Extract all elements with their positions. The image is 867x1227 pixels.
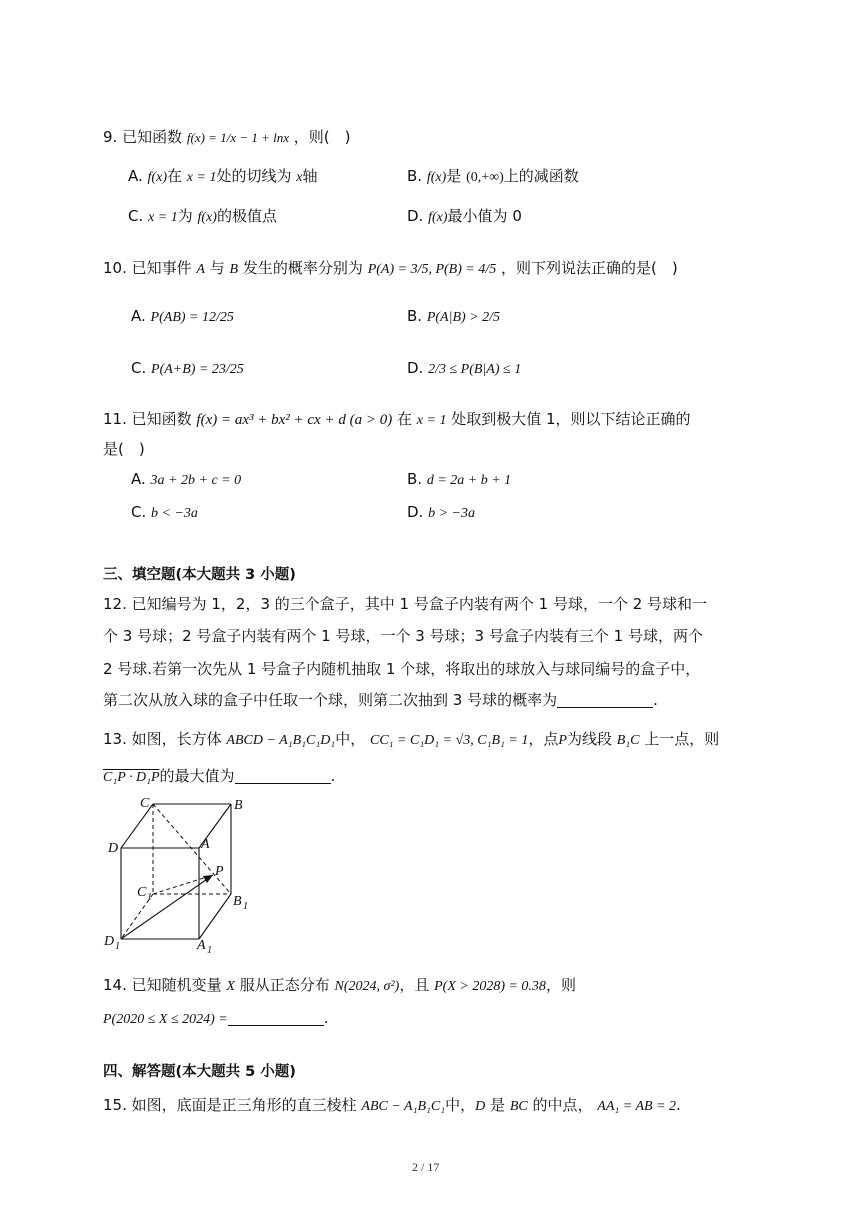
option-label: A. xyxy=(131,307,146,325)
text: 为 xyxy=(177,207,193,225)
option-label: B. xyxy=(407,470,423,488)
label-d1: D xyxy=(104,934,115,949)
math: f(x) xyxy=(428,210,448,225)
math: f(x) xyxy=(197,210,217,225)
math: P(AB) = 12/25 xyxy=(150,310,234,325)
text: 中， xyxy=(335,730,366,748)
text: 在 xyxy=(166,167,182,185)
math: ABCD − A₁B₁C₁D₁ xyxy=(226,733,336,748)
q10-option-a xyxy=(131,306,234,328)
math: P(A+B) = 23/25 xyxy=(151,362,244,377)
answer-blank[interactable] xyxy=(235,767,331,784)
label-b1-sub: 1 xyxy=(243,901,248,912)
label-a: A xyxy=(201,837,210,852)
segment-c1p xyxy=(153,875,213,894)
option-label: D. xyxy=(407,503,424,521)
text: 处的切线为 xyxy=(216,167,292,185)
q12-line-2: 个 3 号球；2 号盒子内装有两个 1 号球，一个 3 号球；3 号盒子内装有三个 1 号球，两个 xyxy=(103,627,703,645)
q11-option-d xyxy=(407,502,475,524)
math: B₁C xyxy=(616,733,640,748)
q13-stem-line2 xyxy=(103,766,335,788)
math: P(A|B) > 2/5 xyxy=(426,310,501,325)
text: 的极值点 xyxy=(216,207,277,225)
text: 最小值为 0 xyxy=(447,207,522,225)
page-number: 2 / 17 xyxy=(412,1160,440,1174)
text: 11. 已知函数 xyxy=(103,410,192,428)
math: ABC − A₁B₁C₁ xyxy=(361,1099,446,1114)
math: P xyxy=(558,733,567,748)
text: 发生的概率分别为 xyxy=(242,259,363,277)
text: ，且 xyxy=(399,976,430,994)
answer-blank[interactable] xyxy=(557,691,653,708)
text: 是 xyxy=(490,1096,506,1114)
label-b1: B xyxy=(233,894,242,909)
text: 中， xyxy=(445,1096,476,1114)
text: 在 xyxy=(396,410,412,428)
math: x = 1 xyxy=(186,170,217,185)
math: CC₁ = C₁D₁ = √3, C₁B₁ = 1 xyxy=(369,733,529,748)
text: 服从正态分布 xyxy=(239,976,330,994)
text: 第二次从放入球的盒子中任取一个球，则第二次抽到 3 号球的概率为 xyxy=(103,691,558,709)
text: ，点 xyxy=(528,730,559,748)
text: . xyxy=(330,767,336,785)
math: 2/3 ≤ P(B|A) ≤ 1 xyxy=(428,362,522,377)
math: x = 1 xyxy=(416,413,447,428)
text: 为线段 xyxy=(566,730,612,748)
math: B xyxy=(229,262,239,277)
text: 13. 如图，长方体 xyxy=(103,730,222,748)
q9-function: f(x) = 1/x − 1 + lnx xyxy=(186,130,289,145)
text: 14. 已知随机变量 xyxy=(103,976,222,994)
math: b < −3a xyxy=(151,506,198,521)
option-label: D. xyxy=(407,359,424,377)
math: D xyxy=(475,1099,486,1114)
edge-a1b1 xyxy=(199,894,231,939)
text: 上一点，则 xyxy=(644,730,720,748)
text: ，则下列说法正确的是( ) xyxy=(501,259,678,277)
q14-stem xyxy=(103,975,576,997)
text: 是 xyxy=(446,167,462,185)
math: f(x) xyxy=(426,170,447,185)
math: X xyxy=(226,979,235,994)
text: . xyxy=(653,691,658,709)
label-a1-sub: 1 xyxy=(207,945,212,956)
option-label: B. xyxy=(407,167,423,185)
math: f(x) xyxy=(147,170,167,185)
label-p: P xyxy=(215,864,224,879)
cuboid-figure xyxy=(100,792,270,957)
text: 处取到极大值 1，则以下结论正确的 xyxy=(451,410,691,428)
label-c1-sub: 1 xyxy=(147,892,152,903)
label-c: C xyxy=(140,796,150,811)
option-label: C. xyxy=(131,503,147,521)
q12-line-4 xyxy=(103,690,658,710)
label-d1-sub: 1 xyxy=(115,941,120,952)
math: (0,+∞) xyxy=(466,170,504,185)
q12-line-3: 2 号球.若第一次先从 1 号盒子内随机抽取 1 个球，将取出的球放入与球同编号的盒子中， xyxy=(103,660,701,678)
q10-probabilities: P(A) = 3/5, P(B) = 4/5 xyxy=(367,262,497,277)
section-heading-solutions: 四、解答题(本大题共 5 小题) xyxy=(103,1064,296,1080)
q9-option-d xyxy=(407,206,522,228)
q14-stem-line2 xyxy=(103,1008,329,1030)
q9-stem xyxy=(103,127,351,148)
q12-line-1: 12. 已知编号为 1，2，3 的三个盒子，其中 1 号盒子内装有两个 1 号球，一个 2 号球和一 xyxy=(103,595,708,613)
q11-stem xyxy=(103,409,691,431)
q11-function: f(x) = ax³ + bx² + cx + d (a > 0) xyxy=(196,412,393,428)
option-label: A. xyxy=(131,470,146,488)
q9-option-c xyxy=(128,206,277,228)
q13-stem xyxy=(103,729,719,751)
q11-option-b xyxy=(407,469,511,491)
math: C₁P · D₁P xyxy=(103,770,160,785)
math: x = 1 xyxy=(148,210,178,225)
math: d = 2a + b + 1 xyxy=(426,473,512,488)
answer-blank[interactable] xyxy=(228,1009,324,1026)
option-label: D. xyxy=(407,207,424,225)
math: BC xyxy=(509,1099,528,1114)
text: . xyxy=(323,1009,329,1027)
text: 轴 xyxy=(302,167,318,185)
label-c1: C xyxy=(137,885,147,900)
label-a1: A xyxy=(197,938,206,953)
q11-option-a xyxy=(131,469,241,491)
section-heading-fill-in: 三、填空题(本大题共 3 小题) xyxy=(103,567,296,583)
label-d: D xyxy=(108,841,119,856)
q10-option-d xyxy=(407,358,521,380)
q10-option-c xyxy=(131,358,244,380)
q9-stem-text: 9. 已知函数 xyxy=(103,128,183,146)
math: A xyxy=(196,262,205,277)
text: ，则 xyxy=(545,976,576,994)
option-label: C. xyxy=(131,359,147,377)
math: b > −3a xyxy=(428,506,476,521)
math: 3a + 2b + c = 0 xyxy=(150,473,242,488)
text: 的最大值为 xyxy=(159,767,235,785)
math: x xyxy=(296,170,303,185)
segment-cb1 xyxy=(153,804,231,894)
text: 上的减函数 xyxy=(503,167,579,185)
math: AA₁ = AB = 2 xyxy=(597,1099,676,1114)
text: 10. 已知事件 xyxy=(103,259,192,277)
option-label: B. xyxy=(407,307,423,325)
text: . xyxy=(676,1096,681,1114)
math: P(X > 2028) = 0.38 xyxy=(434,979,546,994)
math: N(2024, σ²) xyxy=(334,979,400,994)
option-label: A. xyxy=(128,167,143,185)
q11-stem-line2: 是( ) xyxy=(103,440,145,458)
math: P(2020 ≤ X ≤ 2024) = xyxy=(103,1012,228,1027)
text: 15. 如图，底面是正三角形的直三棱柱 xyxy=(103,1096,357,1114)
arrow-head xyxy=(203,875,213,883)
q10-option-b xyxy=(407,306,500,328)
label-b: B xyxy=(234,798,243,813)
q11-option-c xyxy=(131,502,198,524)
q9-stem-end: ，则( ) xyxy=(293,128,351,146)
q10-stem xyxy=(103,258,678,280)
text: 的中点， xyxy=(532,1096,593,1114)
q9-option-a xyxy=(128,166,317,188)
q15-stem xyxy=(103,1095,681,1117)
option-label: C. xyxy=(128,207,144,225)
text: 与 xyxy=(209,259,225,277)
q9-option-b xyxy=(407,166,579,188)
